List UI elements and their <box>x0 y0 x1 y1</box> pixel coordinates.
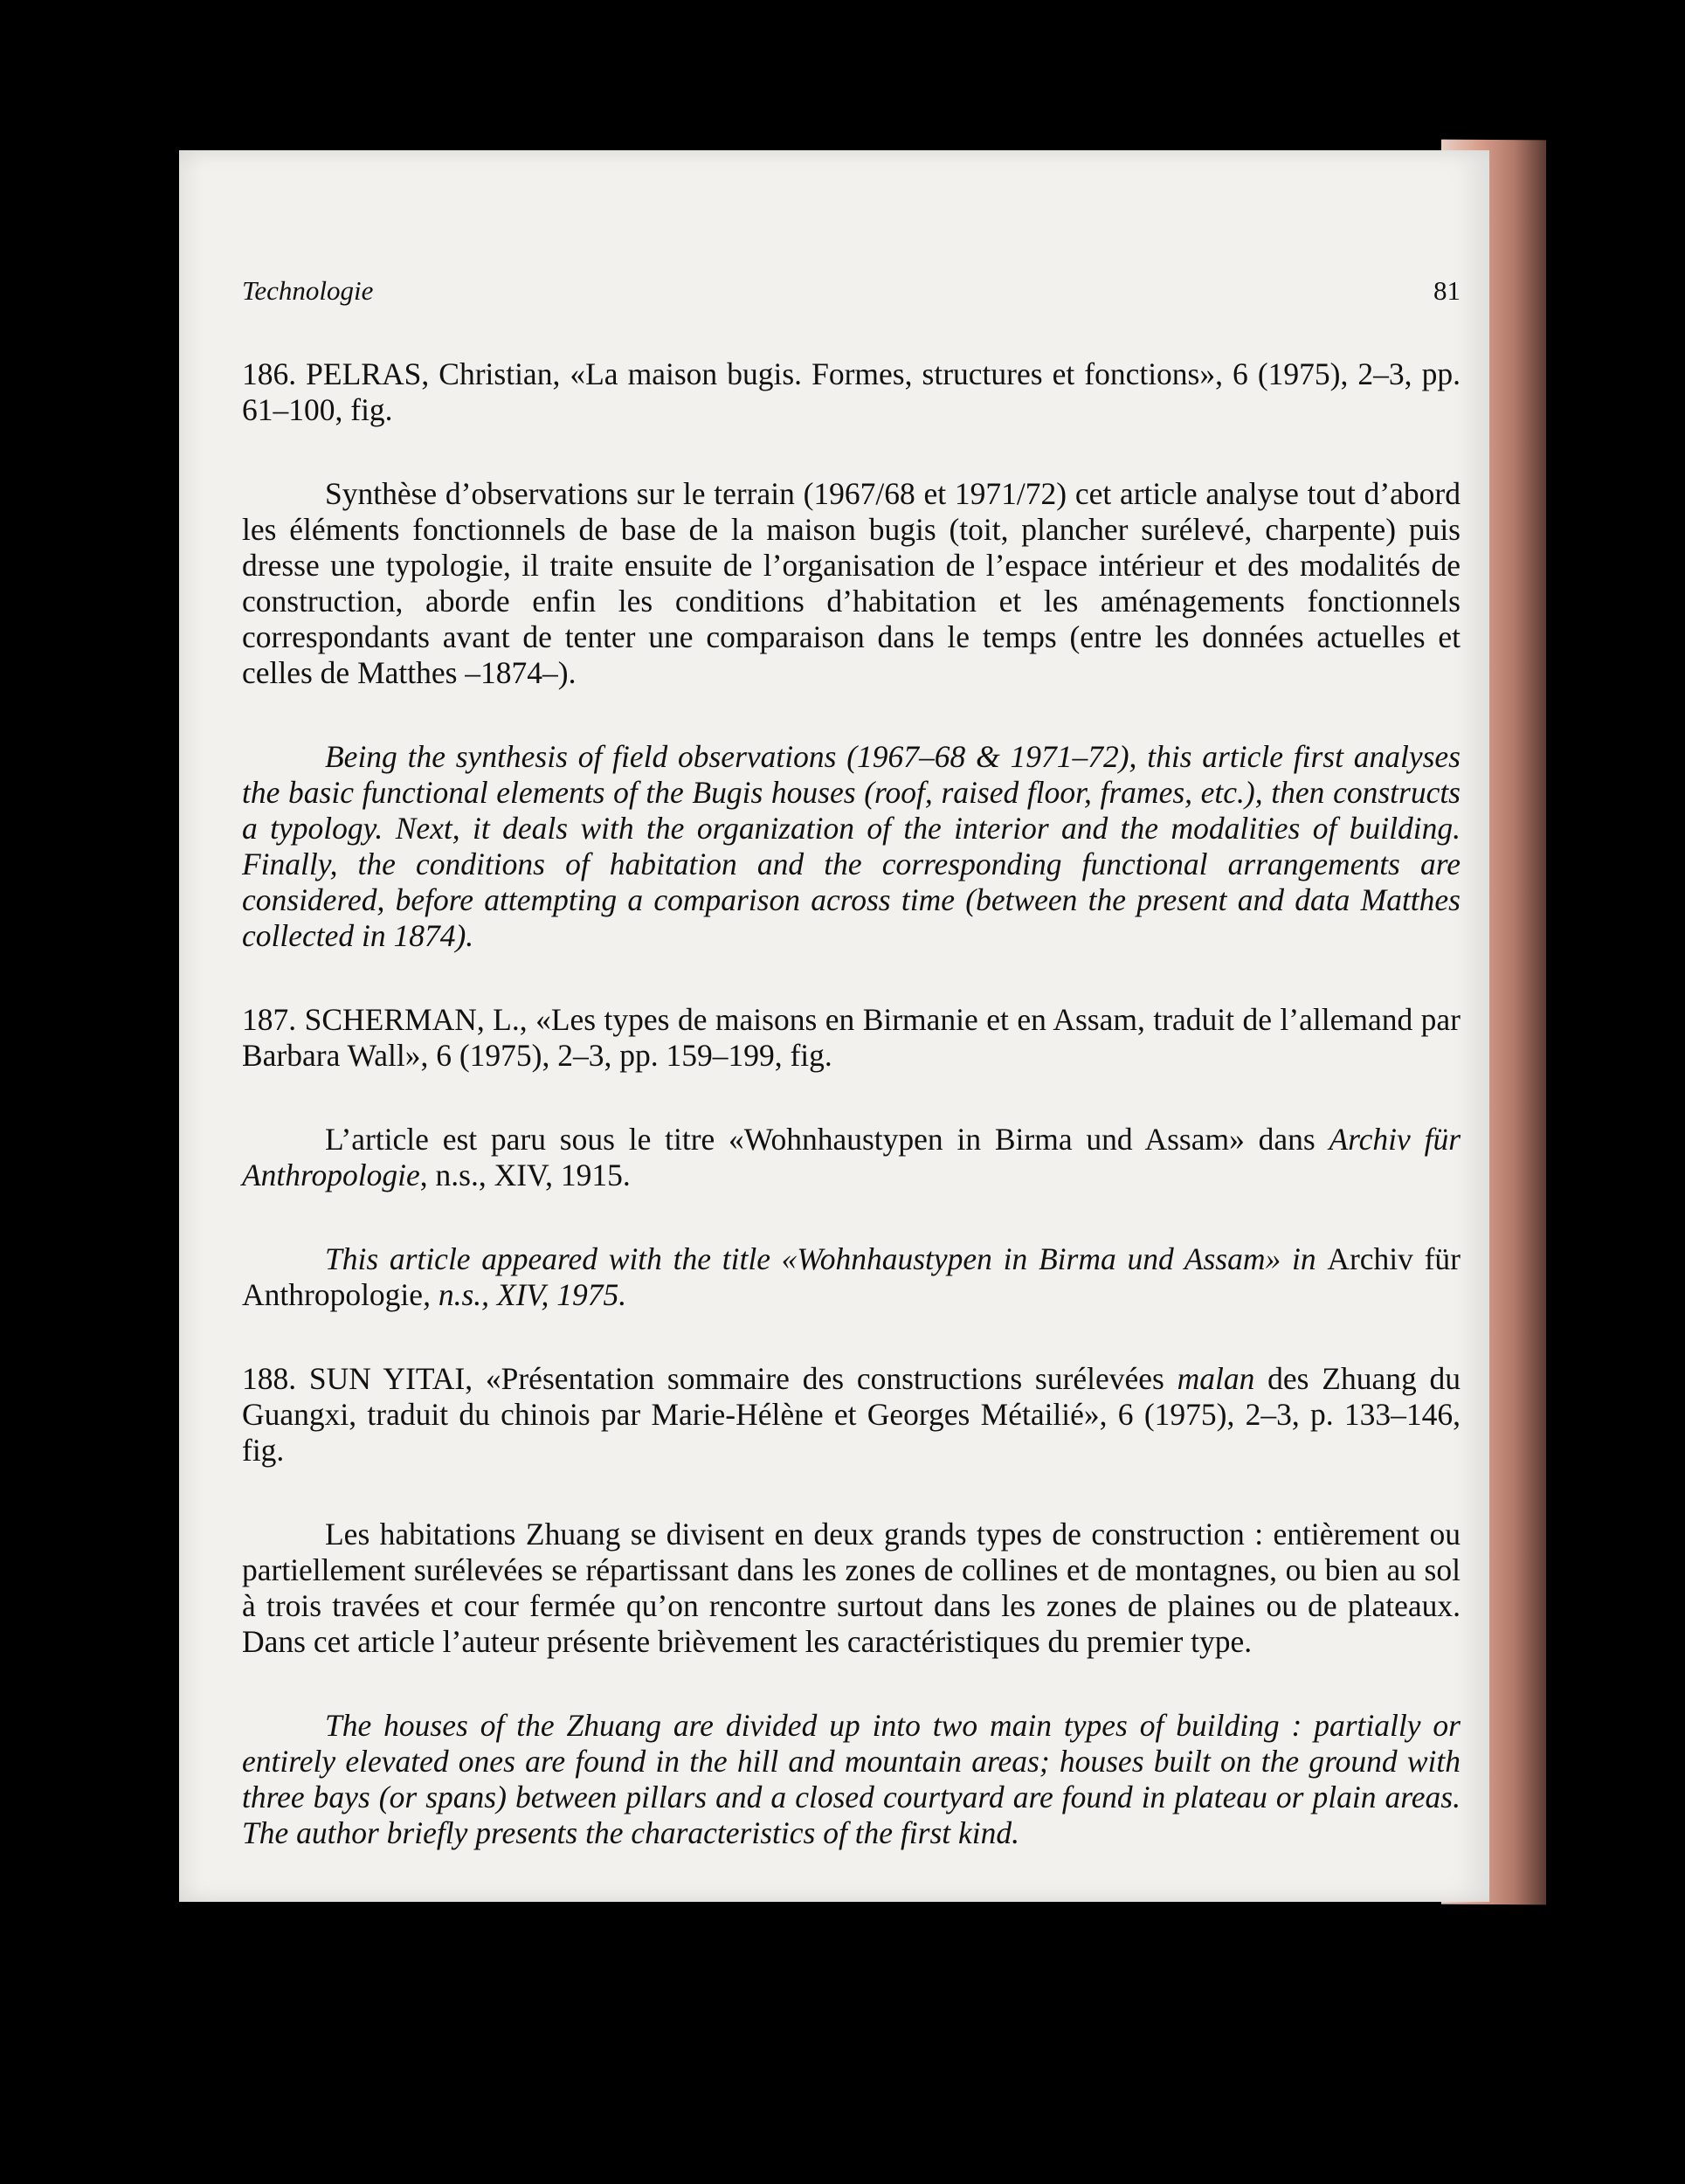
citation-tail: , n.s., XIV, 1975. <box>423 1277 627 1312</box>
abstract-french: Synthèse d’observations sur le terrain (1967/68 et 1971/72) cet article analyse tout d’abord les éléments fonctionnels de base de la maison bugis (toit, plancher surélevé, charpente) puis dresse une typologie, il traite ensuite de l’organisation de l’espace intérieur et des modalités de construction, aborde enfin les conditions d’habitation et les aménagements fonctionnels correspondants avant de tenter une comparaison dans le temps (entre les données actuelles et celles de Matthes –1874–). <box>242 476 1461 690</box>
abstract-french <box>242 1122 1461 1193</box>
entry-heading: 187. SCHERMAN, L., «Les types de maisons en Birmanie et en Assam, traduit de l’allemand par Barbara Wall», 6 (1975), 2–3, pp. 159–199, fig. <box>242 1002 1461 1073</box>
abstract-english: The houses of the Zhuang are divided up into two main types of building : partially or entirely elevated ones are found in the hill and mountain areas; houses built on the ground with three bays (or spans) between pillars and a closed courtyard are found in plateau or plain areas. The author briefly presents the characteristics of the first kind. <box>242 1708 1461 1850</box>
citation-tail: , n.s., XIV, 1915. <box>419 1158 631 1192</box>
journal-title: Archiv für Anthropologie <box>242 1241 1461 1312</box>
term-malan: malan <box>1177 1361 1255 1396</box>
page-header <box>242 273 1461 308</box>
entry-187 <box>242 1002 1461 1313</box>
book-page <box>179 150 1489 1902</box>
journal-title: Archiv für Anthropologie <box>242 1122 1461 1192</box>
entry-188 <box>242 1361 1461 1851</box>
heading-text: des Zhuang du Guangxi, traduit du chinois par Marie-Hélène et Georges Métailié», 6 (1975), 2–3, p. 133–146, fig. <box>242 1361 1461 1468</box>
running-title: Technologie <box>242 275 374 306</box>
abstract-english: Being the synthesis of field observations (1967–68 & 1971–72), this article first analyses the basic functional elements of the Bugis houses (roof, raised floor, frames, etc.), then constructs a typology. Next, it deals with the organization of the interior and the modalities of building. Finally, the conditions of habitation and the corresponding functional arrangements are considered, before attempting a comparison across time (between the present and data Matthes collected in 1874). <box>242 739 1461 953</box>
abstract-text: L’article est paru sous le titre «Wohnhaustypen in Birma und Assam» dans <box>325 1122 1316 1157</box>
entry-heading <box>242 1361 1461 1469</box>
abstract-english <box>242 1241 1461 1313</box>
entry-186 <box>242 356 1461 954</box>
abstract-french: Les habitations Zhuang se divisent en deux grands types de construction : entièrement ou partiellement surélevées se répartissant dans les zones de collines et de montagnes, ou bien au sol à trois travées et cour fermée qu’on rencontre surtout dans les zones de plaines ou de plateaux. Dans cet article l’auteur présente brièvement les caractéristiques du premier type. <box>242 1517 1461 1659</box>
page-number: 81 <box>1433 275 1461 306</box>
heading-text: 188. SUN YITAI, «Présentation sommaire des constructions surélevées <box>242 1361 1164 1396</box>
page-content <box>242 273 1461 1851</box>
entry-heading: 186. PELRAS, Christian, «La maison bugis. Formes, structures et fonctions», 6 (1975), 2–3, pp. 61–100, fig. <box>242 356 1461 427</box>
abstract-text: This article appeared with the title «Wohnhaustypen in Birma und Assam» in <box>325 1241 1316 1276</box>
